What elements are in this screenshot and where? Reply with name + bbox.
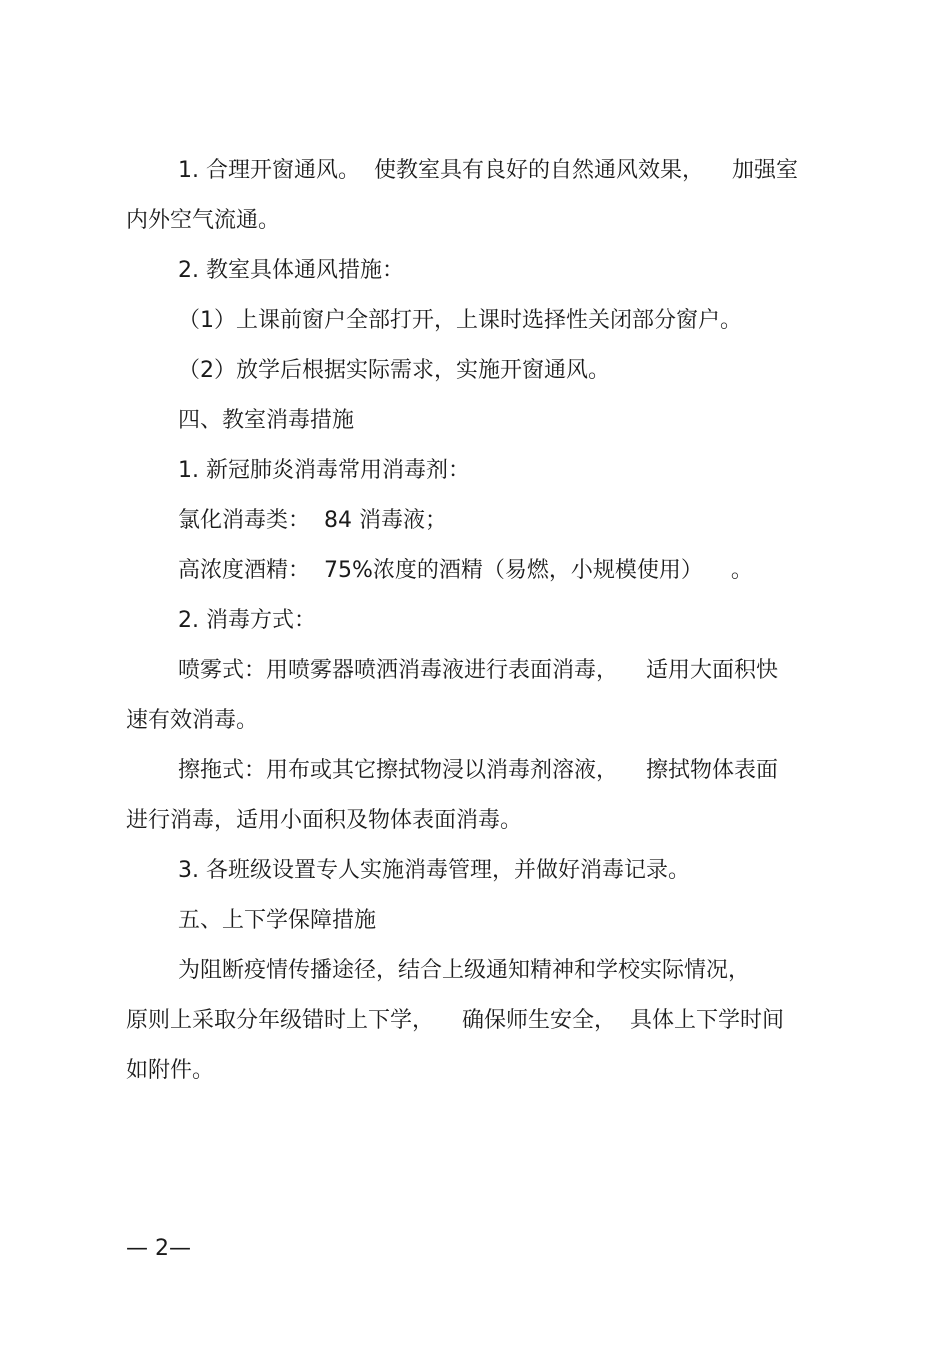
page-number: — 2— [126, 1236, 191, 1261]
section-heading: 四、教室消毒措施 [178, 408, 355, 433]
paragraph-line: 如附件。 [126, 1058, 215, 1083]
section-heading: 五、上下学保障措施 [178, 908, 377, 933]
paragraph-line: 氯化消毒类： 84 消毒液； [178, 508, 447, 533]
paragraph-line: 2. 消毒方式： [178, 608, 316, 633]
paragraph-line: 内外空气流通。 [126, 208, 281, 233]
paragraph-line: 1. 合理开窗通风。 使教室具有良好的自然通风效果， 加强室 [178, 158, 798, 183]
paragraph-line: 原则上采取分年级错时上下学， 确保师生安全， 具体上下学时间 [126, 1008, 784, 1033]
paragraph-line: 进行消毒，适用小面积及物体表面消毒。 [126, 808, 523, 833]
paragraph-line: （1）上课前窗户全部打开，上课时选择性关闭部分窗户。 [178, 308, 742, 333]
paragraph-line: （2）放学后根据实际需求，实施开窗通风。 [178, 358, 610, 383]
paragraph-line: 1. 新冠肺炎消毒常用消毒剂： [178, 458, 470, 483]
paragraph-line: 速有效消毒。 [126, 708, 259, 733]
paragraph-line: 2. 教室具体通风措施： [178, 258, 404, 283]
paragraph-line: 擦拖式：用布或其它擦拭物浸以消毒剂溶液， 擦拭物体表面 [178, 758, 778, 783]
paragraph-line: 3. 各班级设置专人实施消毒管理，并做好消毒记录。 [178, 858, 690, 883]
paragraph-line: 高浓度酒精： 75%浓度的酒精（易燃，小规模使用） 。 [178, 558, 753, 583]
paragraph-line: 喷雾式：用喷雾器喷洒消毒液进行表面消毒， 适用大面积快 [178, 658, 778, 683]
paragraph-line: 为阻断疫情传播途径，结合上级通知精神和学校实际情况， [178, 958, 751, 983]
